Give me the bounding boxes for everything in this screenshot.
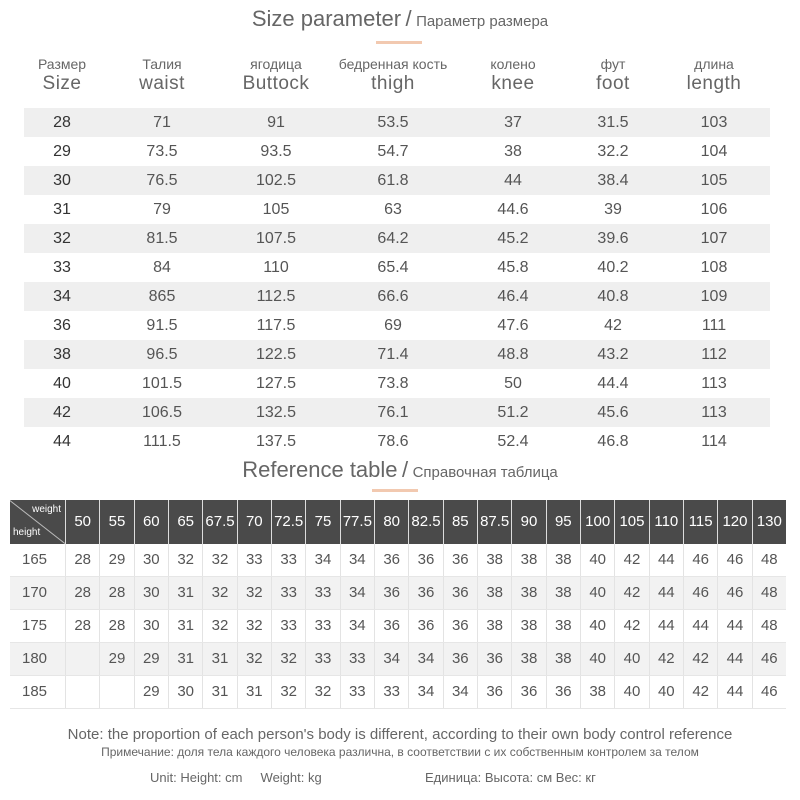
size-value-cell: 31	[168, 643, 202, 675]
size-table-cell: 107.5	[255, 230, 297, 247]
size-value-cell: 34	[374, 643, 408, 675]
size-value-cell: 32	[271, 676, 305, 708]
unit-english: Unit: Height: cm Weight: kg	[150, 770, 322, 785]
size-parameter-title-sub: Параметр размера	[416, 13, 549, 30]
size-table-cell: 137.5	[255, 433, 297, 450]
size-table-cell: 114	[701, 433, 727, 450]
size-value-cell: 38	[511, 577, 545, 609]
size-table-cell: 43.2	[597, 346, 629, 363]
reference-table-row	[10, 643, 786, 676]
weight-header-cell: 100	[580, 500, 614, 544]
size-value-cell: 42	[614, 610, 648, 642]
size-value-cell: 30	[134, 577, 168, 609]
size-value-cell: 38	[477, 544, 511, 576]
size-header-label-en: Buttock	[242, 73, 310, 94]
weight-header-cell: 72.5	[271, 500, 305, 544]
size-table-cell: 73.8	[377, 375, 409, 392]
size-value-cell: 33	[271, 577, 305, 609]
size-value-cell: 33	[305, 577, 339, 609]
note-russian: Примечание: доля тела каждого человека различна, в соответствии с их собственным контролем за телом	[101, 745, 699, 759]
size-table-cell: 93.5	[260, 143, 292, 160]
weight-header-cell: 82.5	[408, 500, 442, 544]
size-header-label-ru: бедренная кость	[338, 56, 448, 72]
size-header-cell	[243, 55, 310, 95]
size-table-cell: 48.8	[497, 346, 529, 363]
size-value-cell: 46	[752, 643, 786, 675]
size-table-cell: 38	[53, 346, 71, 363]
size-table-cell: 103	[700, 114, 728, 131]
size-value-cell	[65, 643, 99, 675]
size-table-cell: 73.5	[146, 143, 178, 160]
size-table-cell: 54.7	[377, 143, 409, 160]
size-value-cell: 32	[305, 676, 339, 708]
size-value-cell: 29	[99, 643, 133, 675]
size-value-cell: 38	[511, 544, 545, 576]
size-value-cell: 44	[717, 610, 751, 642]
size-table-row	[24, 311, 770, 340]
size-header-cell	[38, 55, 86, 95]
size-value-cell: 44	[649, 544, 683, 576]
size-value-cell: 36	[374, 577, 408, 609]
size-value-cell: 28	[65, 577, 99, 609]
title-separator: /	[405, 6, 412, 31]
size-header-label-ru: Талия	[142, 56, 182, 72]
size-table-cell: 29	[53, 143, 71, 160]
corner-height-label: height	[13, 527, 41, 538]
size-value-cell: 28	[65, 610, 99, 642]
size-value-cell: 32	[237, 610, 271, 642]
size-value-cell: 38	[477, 610, 511, 642]
weight-header-cell: 65	[168, 500, 202, 544]
size-table-cell: 91.5	[146, 317, 178, 334]
height-cell: 165	[22, 551, 48, 568]
size-header-label-en: knee	[491, 73, 535, 94]
size-value-cell: 36	[477, 676, 511, 708]
size-table-cell: 112	[701, 346, 727, 363]
size-table-cell: 44	[504, 172, 522, 189]
size-table-cell: 45.2	[497, 230, 529, 247]
size-value-cell: 34	[443, 676, 477, 708]
reference-table-body	[10, 544, 786, 709]
size-value-cell: 32	[237, 577, 271, 609]
size-table-cell: 46.4	[497, 288, 529, 305]
size-table-cell: 36	[53, 317, 71, 334]
reference-table-row	[10, 544, 786, 577]
size-value-cell: 36	[477, 643, 511, 675]
size-table-cell: 117.5	[256, 317, 296, 334]
size-value-cell: 29	[134, 676, 168, 708]
size-table-cell: 52.4	[497, 433, 529, 450]
size-parameter-title	[0, 6, 800, 32]
weight-header-cell: 77.5	[340, 500, 374, 544]
weight-header-cell: 120	[717, 500, 751, 544]
size-value-cell: 46	[717, 544, 751, 576]
size-value-cell: 33	[305, 643, 339, 675]
size-table-row	[24, 282, 770, 311]
size-value-cell: 34	[340, 577, 374, 609]
size-value-cell: 40	[580, 577, 614, 609]
size-table-cell: 865	[148, 288, 176, 305]
size-table-cell: 101.5	[141, 375, 183, 392]
size-value-cell: 38	[580, 676, 614, 708]
size-value-cell: 38	[546, 610, 580, 642]
size-table-cell: 42	[53, 404, 71, 421]
size-value-cell: 44	[717, 643, 751, 675]
size-parameter-title-main: Size parameter	[251, 6, 402, 31]
size-value-cell: 32	[237, 643, 271, 675]
size-value-cell: 34	[305, 544, 339, 576]
size-value-cell: 40	[649, 676, 683, 708]
size-value-cell: 29	[134, 643, 168, 675]
size-value-cell: 36	[408, 610, 442, 642]
size-table-row	[24, 224, 770, 253]
reference-table-row	[10, 577, 786, 610]
size-value-cell: 34	[408, 643, 442, 675]
reference-table-corner	[10, 500, 65, 544]
weight-header-cell: 70	[237, 500, 271, 544]
size-table-cell: 47.6	[497, 317, 529, 334]
size-table-cell: 96.5	[146, 346, 178, 363]
size-value-cell: 36	[443, 643, 477, 675]
size-value-cell: 32	[202, 544, 236, 576]
size-value-cell: 34	[340, 544, 374, 576]
size-header-label-en: waist	[139, 73, 185, 94]
size-value-cell: 42	[649, 643, 683, 675]
size-table-cell: 102.5	[255, 172, 297, 189]
size-table-cell: 42	[604, 317, 622, 334]
reference-table-title	[0, 457, 800, 483]
size-table-row	[24, 427, 770, 456]
reference-table-row	[10, 676, 786, 709]
size-header-label-en: foot	[596, 73, 630, 94]
size-table-cell: 64.2	[377, 230, 409, 247]
size-table-cell: 106.5	[141, 404, 183, 421]
size-value-cell: 30	[134, 610, 168, 642]
size-table-cell: 30	[53, 172, 71, 189]
size-table-cell: 32	[53, 230, 71, 247]
size-value-cell: 40	[614, 643, 648, 675]
size-value-cell: 33	[340, 643, 374, 675]
size-value-cell: 36	[443, 610, 477, 642]
size-table-row	[24, 398, 770, 427]
weight-header-cell: 80	[374, 500, 408, 544]
size-value-cell: 28	[65, 544, 99, 576]
size-table-row	[24, 340, 770, 369]
size-header-cell	[139, 55, 185, 95]
height-cell: 170	[22, 584, 48, 601]
size-header-label-en: length	[686, 73, 742, 94]
size-value-cell: 36	[408, 577, 442, 609]
size-value-cell: 44	[683, 610, 717, 642]
size-table-cell: 38.4	[597, 172, 629, 189]
size-value-cell: 38	[546, 544, 580, 576]
size-value-cell: 33	[237, 544, 271, 576]
size-table-cell: 44.4	[597, 375, 629, 392]
size-table-cell: 32.2	[597, 143, 629, 160]
size-table-cell: 61.8	[377, 172, 409, 189]
size-value-cell: 36	[374, 544, 408, 576]
size-value-cell: 48	[752, 544, 786, 576]
size-table-cell: 39.6	[597, 230, 629, 247]
size-table-cell: 105	[700, 172, 728, 189]
size-table-cell: 44.6	[497, 201, 529, 218]
size-value-cell: 29	[99, 544, 133, 576]
size-value-cell: 38	[546, 577, 580, 609]
size-table-cell: 34	[53, 288, 71, 305]
size-table-cell: 40	[53, 375, 71, 392]
size-table-cell: 106	[700, 201, 728, 218]
title-separator: /	[401, 457, 409, 482]
size-value-cell: 40	[614, 676, 648, 708]
size-table-header	[24, 55, 770, 99]
title-underline	[376, 41, 422, 44]
size-table-row	[24, 195, 770, 224]
size-header-label-en: Size	[42, 73, 82, 94]
size-header-cell	[490, 55, 535, 95]
size-value-cell: 46	[717, 577, 751, 609]
size-value-cell: 33	[340, 676, 374, 708]
size-table-row	[24, 166, 770, 195]
size-table-cell: 33	[53, 259, 71, 276]
size-header-label-ru: длина	[694, 56, 734, 72]
size-value-cell	[65, 676, 99, 708]
size-table-cell: 71.4	[377, 346, 409, 363]
size-value-cell: 33	[271, 544, 305, 576]
size-value-cell: 30	[168, 676, 202, 708]
weight-header-cell: 95	[546, 500, 580, 544]
size-value-cell: 33	[305, 610, 339, 642]
unit-russian: Единица: Высота: см Вес: кг	[425, 770, 596, 785]
size-value-cell: 40	[580, 544, 614, 576]
size-table-cell: 113	[701, 404, 727, 421]
size-value-cell: 36	[511, 676, 545, 708]
size-table-cell: 46.8	[597, 433, 629, 450]
size-table-cell: 122.5	[255, 346, 297, 363]
size-table-cell: 79	[153, 201, 171, 218]
size-value-cell: 44	[649, 610, 683, 642]
size-table-cell: 44	[53, 433, 71, 450]
size-value-cell: 31	[202, 643, 236, 675]
size-header-cell	[687, 55, 742, 95]
weight-header-cell: 110	[649, 500, 683, 544]
weight-header-cell: 60	[134, 500, 168, 544]
size-table-cell: 40.2	[597, 259, 629, 276]
size-table-cell: 31	[53, 201, 71, 218]
size-value-cell: 31	[168, 577, 202, 609]
size-table-cell: 50	[504, 375, 522, 392]
weight-header-cell: 85	[443, 500, 477, 544]
size-value-cell: 48	[752, 577, 786, 609]
size-value-cell	[99, 676, 133, 708]
size-table-cell: 40.8	[597, 288, 629, 305]
size-table-cell: 76.1	[377, 404, 409, 421]
size-value-cell: 36	[546, 676, 580, 708]
weight-header-cell: 55	[99, 500, 133, 544]
size-value-cell: 38	[511, 610, 545, 642]
size-table-cell: 112.5	[256, 288, 296, 305]
size-table-row	[24, 108, 770, 137]
corner-weight-label: weight	[32, 504, 61, 515]
size-table-cell: 107	[700, 230, 728, 247]
size-value-cell: 46	[683, 544, 717, 576]
size-table-cell: 81.5	[146, 230, 178, 247]
size-table-cell: 84	[153, 259, 171, 276]
size-value-cell: 38	[511, 643, 545, 675]
size-value-cell: 42	[614, 544, 648, 576]
size-value-cell: 44	[717, 676, 751, 708]
size-table-cell: 91	[267, 114, 285, 131]
height-cell: 185	[22, 683, 48, 700]
size-table-cell: 66.6	[377, 288, 409, 305]
size-table-cell: 78.6	[377, 433, 409, 450]
size-value-cell: 33	[271, 610, 305, 642]
size-table-cell: 111	[701, 317, 727, 334]
size-value-cell: 32	[202, 577, 236, 609]
size-table-cell: 37	[504, 114, 522, 131]
size-header-label-ru: Размер	[37, 56, 87, 72]
size-value-cell: 36	[443, 577, 477, 609]
size-table-cell: 71	[153, 114, 171, 131]
size-value-cell: 36	[443, 544, 477, 576]
size-value-cell: 33	[374, 676, 408, 708]
size-table-cell: 108	[700, 259, 728, 276]
size-value-cell: 32	[168, 544, 202, 576]
size-table-cell: 31.5	[597, 114, 629, 131]
reference-table-header	[10, 500, 786, 544]
height-cell: 180	[22, 650, 48, 667]
reference-table	[10, 500, 786, 709]
size-header-label-ru: ягодица	[250, 56, 302, 72]
size-table-cell: 76.5	[146, 172, 178, 189]
size-table-cell: 53.5	[377, 114, 409, 131]
size-value-cell: 31	[202, 676, 236, 708]
height-cell: 175	[22, 617, 48, 634]
size-value-cell: 32	[202, 610, 236, 642]
size-table-cell: 28	[53, 114, 71, 131]
size-value-cell: 28	[99, 610, 133, 642]
size-value-cell: 36	[408, 544, 442, 576]
size-value-cell: 46	[683, 577, 717, 609]
weight-header-cell: 115	[683, 500, 717, 544]
size-table-cell: 39	[604, 201, 622, 218]
size-value-cell: 38	[477, 577, 511, 609]
size-table-cell: 111.5	[143, 433, 181, 450]
size-value-cell: 36	[374, 610, 408, 642]
reference-table-title-sub: Справочная таблица	[412, 464, 558, 481]
size-table-cell: 63	[384, 201, 402, 218]
size-header-label-ru: фут	[600, 56, 626, 72]
size-table-row	[24, 369, 770, 398]
weight-header-cell: 75	[305, 500, 339, 544]
size-value-cell: 44	[649, 577, 683, 609]
size-value-cell: 38	[546, 643, 580, 675]
size-header-cell	[339, 55, 448, 95]
size-value-cell: 40	[580, 643, 614, 675]
size-header-label-en: thigh	[371, 73, 415, 94]
size-value-cell: 28	[99, 577, 133, 609]
size-value-cell: 34	[340, 610, 374, 642]
size-table-cell: 51.2	[497, 404, 529, 421]
size-value-cell: 31	[237, 676, 271, 708]
size-value-cell: 42	[683, 676, 717, 708]
size-table-row	[24, 253, 770, 282]
size-value-cell: 46	[752, 676, 786, 708]
size-value-cell: 31	[168, 610, 202, 642]
size-table-cell: 109	[700, 288, 728, 305]
size-value-cell: 32	[271, 643, 305, 675]
size-table-row	[24, 137, 770, 166]
weight-header-cell: 105	[614, 500, 648, 544]
size-value-cell: 30	[134, 544, 168, 576]
size-table-cell: 113	[701, 375, 727, 392]
size-header-cell	[596, 55, 630, 95]
size-table-cell: 69	[384, 317, 402, 334]
size-table-body	[24, 108, 770, 456]
size-value-cell: 42	[683, 643, 717, 675]
size-table-cell: 105	[262, 201, 290, 218]
title-underline	[372, 489, 418, 492]
weight-header-cell: 90	[511, 500, 545, 544]
reference-table-row	[10, 610, 786, 643]
size-value-cell: 48	[752, 610, 786, 642]
size-table-cell: 127.5	[255, 375, 297, 392]
weight-header-cell: 50	[65, 500, 99, 544]
weight-header-cell: 67.5	[202, 500, 236, 544]
size-table-cell: 45.8	[497, 259, 529, 276]
size-value-cell: 34	[408, 676, 442, 708]
size-table-cell: 132.5	[255, 404, 297, 421]
size-value-cell: 42	[614, 577, 648, 609]
size-table-cell: 65.4	[377, 259, 409, 276]
size-header-label-ru: колено	[490, 56, 536, 72]
weight-header-cell: 87.5	[477, 500, 511, 544]
note-english: Note: the proportion of each person's body is different, according to their own body control reference	[67, 726, 733, 743]
size-value-cell: 40	[580, 610, 614, 642]
reference-table-title-main: Reference table	[242, 457, 398, 482]
size-table-cell: 104	[700, 143, 728, 160]
size-table-cell: 110	[263, 259, 289, 276]
size-table-cell: 38	[504, 143, 522, 160]
size-table-cell: 45.6	[597, 404, 629, 421]
weight-header-cell: 130	[752, 500, 786, 544]
